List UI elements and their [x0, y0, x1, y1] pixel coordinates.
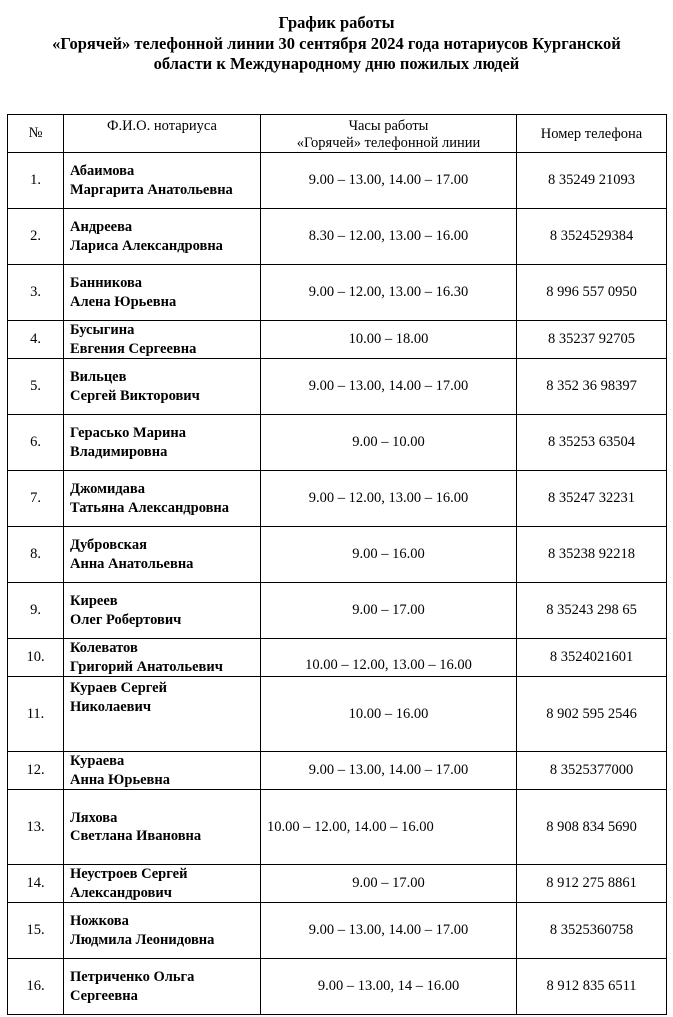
working-hours: 9.00 – 17.00	[261, 865, 517, 903]
notary-name-line-1: Кураев Сергей	[70, 680, 167, 696]
notary-name-line-1: Кураева	[70, 753, 125, 769]
notary-name-line-2: Татьяна Александровна	[70, 499, 230, 516]
row-number: 5.	[8, 359, 64, 415]
notary-name-line-1: Вильцев	[70, 369, 127, 385]
working-hours: 10.00 – 18.00	[261, 321, 517, 359]
notary-name	[64, 865, 261, 903]
working-hours: 9.00 – 13.00, 14 – 16.00	[261, 959, 517, 1015]
notary-name-line-2: Лариса Александровна	[70, 237, 223, 254]
notary-name-line-1: Дубровская	[70, 537, 147, 553]
working-hours: 8.30 – 12.00, 13.00 – 16.00	[261, 209, 517, 265]
phone-number: 8 908 834 5690	[517, 790, 667, 865]
notary-name-line-1: Ножкова	[70, 913, 129, 929]
row-number: 9.	[8, 583, 64, 639]
notary-name	[64, 153, 261, 209]
phone-number: 8 3524529384	[517, 209, 667, 265]
working-hours: 9.00 – 13.00, 14.00 – 17.00	[261, 903, 517, 959]
notary-name-line-1: Неустроев Сергей	[70, 866, 188, 882]
notary-name-line-2: Александрович	[70, 884, 172, 901]
row-number: 16.	[8, 959, 64, 1015]
table-row	[8, 359, 667, 415]
phone-number: 8 3524021601	[517, 639, 667, 677]
working-hours: 9.00 – 13.00, 14.00 – 17.00	[261, 359, 517, 415]
notary-name-line-1: Колеватов	[70, 640, 138, 656]
working-hours: 9.00 – 13.00, 14.00 – 17.00	[261, 752, 517, 790]
title-line-1: График работы	[278, 13, 395, 32]
notary-name-line-1: Киреев	[70, 593, 118, 609]
notary-name	[64, 639, 261, 677]
phone-number: 8 35247 32231	[517, 471, 667, 527]
notary-name	[64, 752, 261, 790]
phone-number: 8 35249 21093	[517, 153, 667, 209]
notary-name-line-1: Бусыгина	[70, 322, 135, 338]
row-number: 14.	[8, 865, 64, 903]
header-phone	[517, 115, 667, 153]
title-line-2: «Горячей» телефонной линии 30 сентября 2024 года нотариусов Курганской	[52, 33, 621, 53]
phone-number: 8 35238 92218	[517, 527, 667, 583]
notary-name	[64, 209, 261, 265]
working-hours: 9.00 – 13.00, 14.00 – 17.00	[261, 153, 517, 209]
notary-name	[64, 790, 261, 865]
phone-number: 8 3525377000	[517, 752, 667, 790]
notary-name-line-1: Ляхова	[70, 809, 118, 826]
table-row	[8, 471, 667, 527]
notary-name	[64, 959, 261, 1015]
table-row	[8, 209, 667, 265]
schedule-table	[7, 114, 667, 1015]
notary-name-line-1: Абаимова	[70, 163, 135, 179]
header-hours	[261, 115, 517, 153]
notary-name-line-2: Маргарита Анатольевна	[70, 181, 233, 198]
row-number: 12.	[8, 752, 64, 790]
notary-name	[64, 415, 261, 471]
table-row	[8, 415, 667, 471]
notary-name	[64, 321, 261, 359]
header-row	[8, 115, 667, 153]
notary-name	[64, 583, 261, 639]
header-name	[64, 115, 261, 153]
row-number: 15.	[8, 903, 64, 959]
working-hours: 9.00 – 17.00	[261, 583, 517, 639]
notary-name-line-2: Николаевич	[70, 698, 152, 715]
row-number: 3.	[8, 265, 64, 321]
working-hours: 10.00 – 16.00	[261, 677, 517, 752]
table-row	[8, 959, 667, 1015]
phone-number: 8 902 595 2546	[517, 677, 667, 752]
row-number: 11.	[8, 677, 64, 752]
notary-name-line-2: Людмила Леонидовна	[70, 931, 215, 948]
phone-number: 8 35243 298 65	[517, 583, 667, 639]
notary-name-line-1: Андреева	[70, 219, 133, 235]
notary-name	[64, 265, 261, 321]
header-name-label: Ф.И.О. нотариуса	[107, 118, 217, 134]
phone-number: 8 352 36 98397	[517, 359, 667, 415]
working-hours: 9.00 – 12.00, 13.00 – 16.00	[261, 471, 517, 527]
notary-name	[64, 359, 261, 415]
row-number: 2.	[8, 209, 64, 265]
notary-name-line-2: Евгения Сергеевна	[70, 340, 197, 357]
table-row	[8, 265, 667, 321]
working-hours: 9.00 – 10.00	[261, 415, 517, 471]
header-num: №	[8, 115, 64, 153]
table-row	[8, 903, 667, 959]
phone-number: 8 912 835 6511	[517, 959, 667, 1015]
notary-name	[64, 471, 261, 527]
notary-name-line-1: Петриченко Ольга	[70, 969, 195, 985]
notary-name	[64, 677, 261, 752]
row-number: 1.	[8, 153, 64, 209]
row-number: 13.	[8, 790, 64, 865]
table-row	[8, 677, 667, 752]
working-hours: 10.00 – 12.00, 13.00 – 16.00	[261, 639, 517, 677]
phone-number: 8 35237 92705	[517, 321, 667, 359]
table-row	[8, 583, 667, 639]
header-hours-line-1: Часы работы	[348, 118, 429, 134]
row-number: 10.	[8, 639, 64, 677]
working-hours: 9.00 – 12.00, 13.00 – 16.30	[261, 265, 517, 321]
notary-name-line-1: Герасько Марина	[70, 425, 186, 441]
notary-name-line-2: Светлана Ивановна	[70, 828, 202, 844]
notary-name-line-2: Григорий Анатольевич	[70, 658, 223, 675]
table-row	[8, 321, 667, 359]
notary-name-line-2: Анна Анатольевна	[70, 555, 194, 572]
notary-name-line-2: Владимировна	[70, 443, 168, 460]
phone-number: 8 912 275 8861	[517, 865, 667, 903]
phone-number: 8 35253 63504	[517, 415, 667, 471]
notary-name	[64, 903, 261, 959]
notary-name-line-1: Джомидава	[70, 481, 145, 497]
header-hours-line-2: «Горячей» телефонной линии	[296, 135, 481, 151]
phone-number: 8 3525360758	[517, 903, 667, 959]
document-title	[0, 13, 673, 75]
row-number: 4.	[8, 321, 64, 359]
table-row	[8, 527, 667, 583]
row-number: 6.	[8, 415, 64, 471]
row-number: 8.	[8, 527, 64, 583]
table-row	[8, 865, 667, 903]
notary-name-line-2: Сергей Викторович	[70, 387, 200, 404]
notary-name-line-2: Алена Юрьевна	[70, 293, 177, 310]
table-row	[8, 639, 667, 677]
phone-number: 8 996 557 0950	[517, 265, 667, 321]
header-phone-label: Номер телефона	[540, 126, 643, 142]
notary-name-line-1: Банникова	[70, 275, 143, 291]
working-hours: 10.00 – 12.00, 14.00 – 16.00	[261, 790, 517, 865]
row-number: 7.	[8, 471, 64, 527]
notary-name	[64, 527, 261, 583]
table-row	[8, 752, 667, 790]
table-row	[8, 153, 667, 209]
notary-name-line-2: Сергеевна	[70, 987, 138, 1004]
title-line-3: области к Международному дню пожилых людей	[153, 54, 520, 73]
notary-name-line-2: Анна Юрьевна	[70, 771, 170, 788]
notary-name-line-2: Олег Робертович	[70, 611, 182, 628]
table-row	[8, 790, 667, 865]
working-hours: 9.00 – 16.00	[261, 527, 517, 583]
